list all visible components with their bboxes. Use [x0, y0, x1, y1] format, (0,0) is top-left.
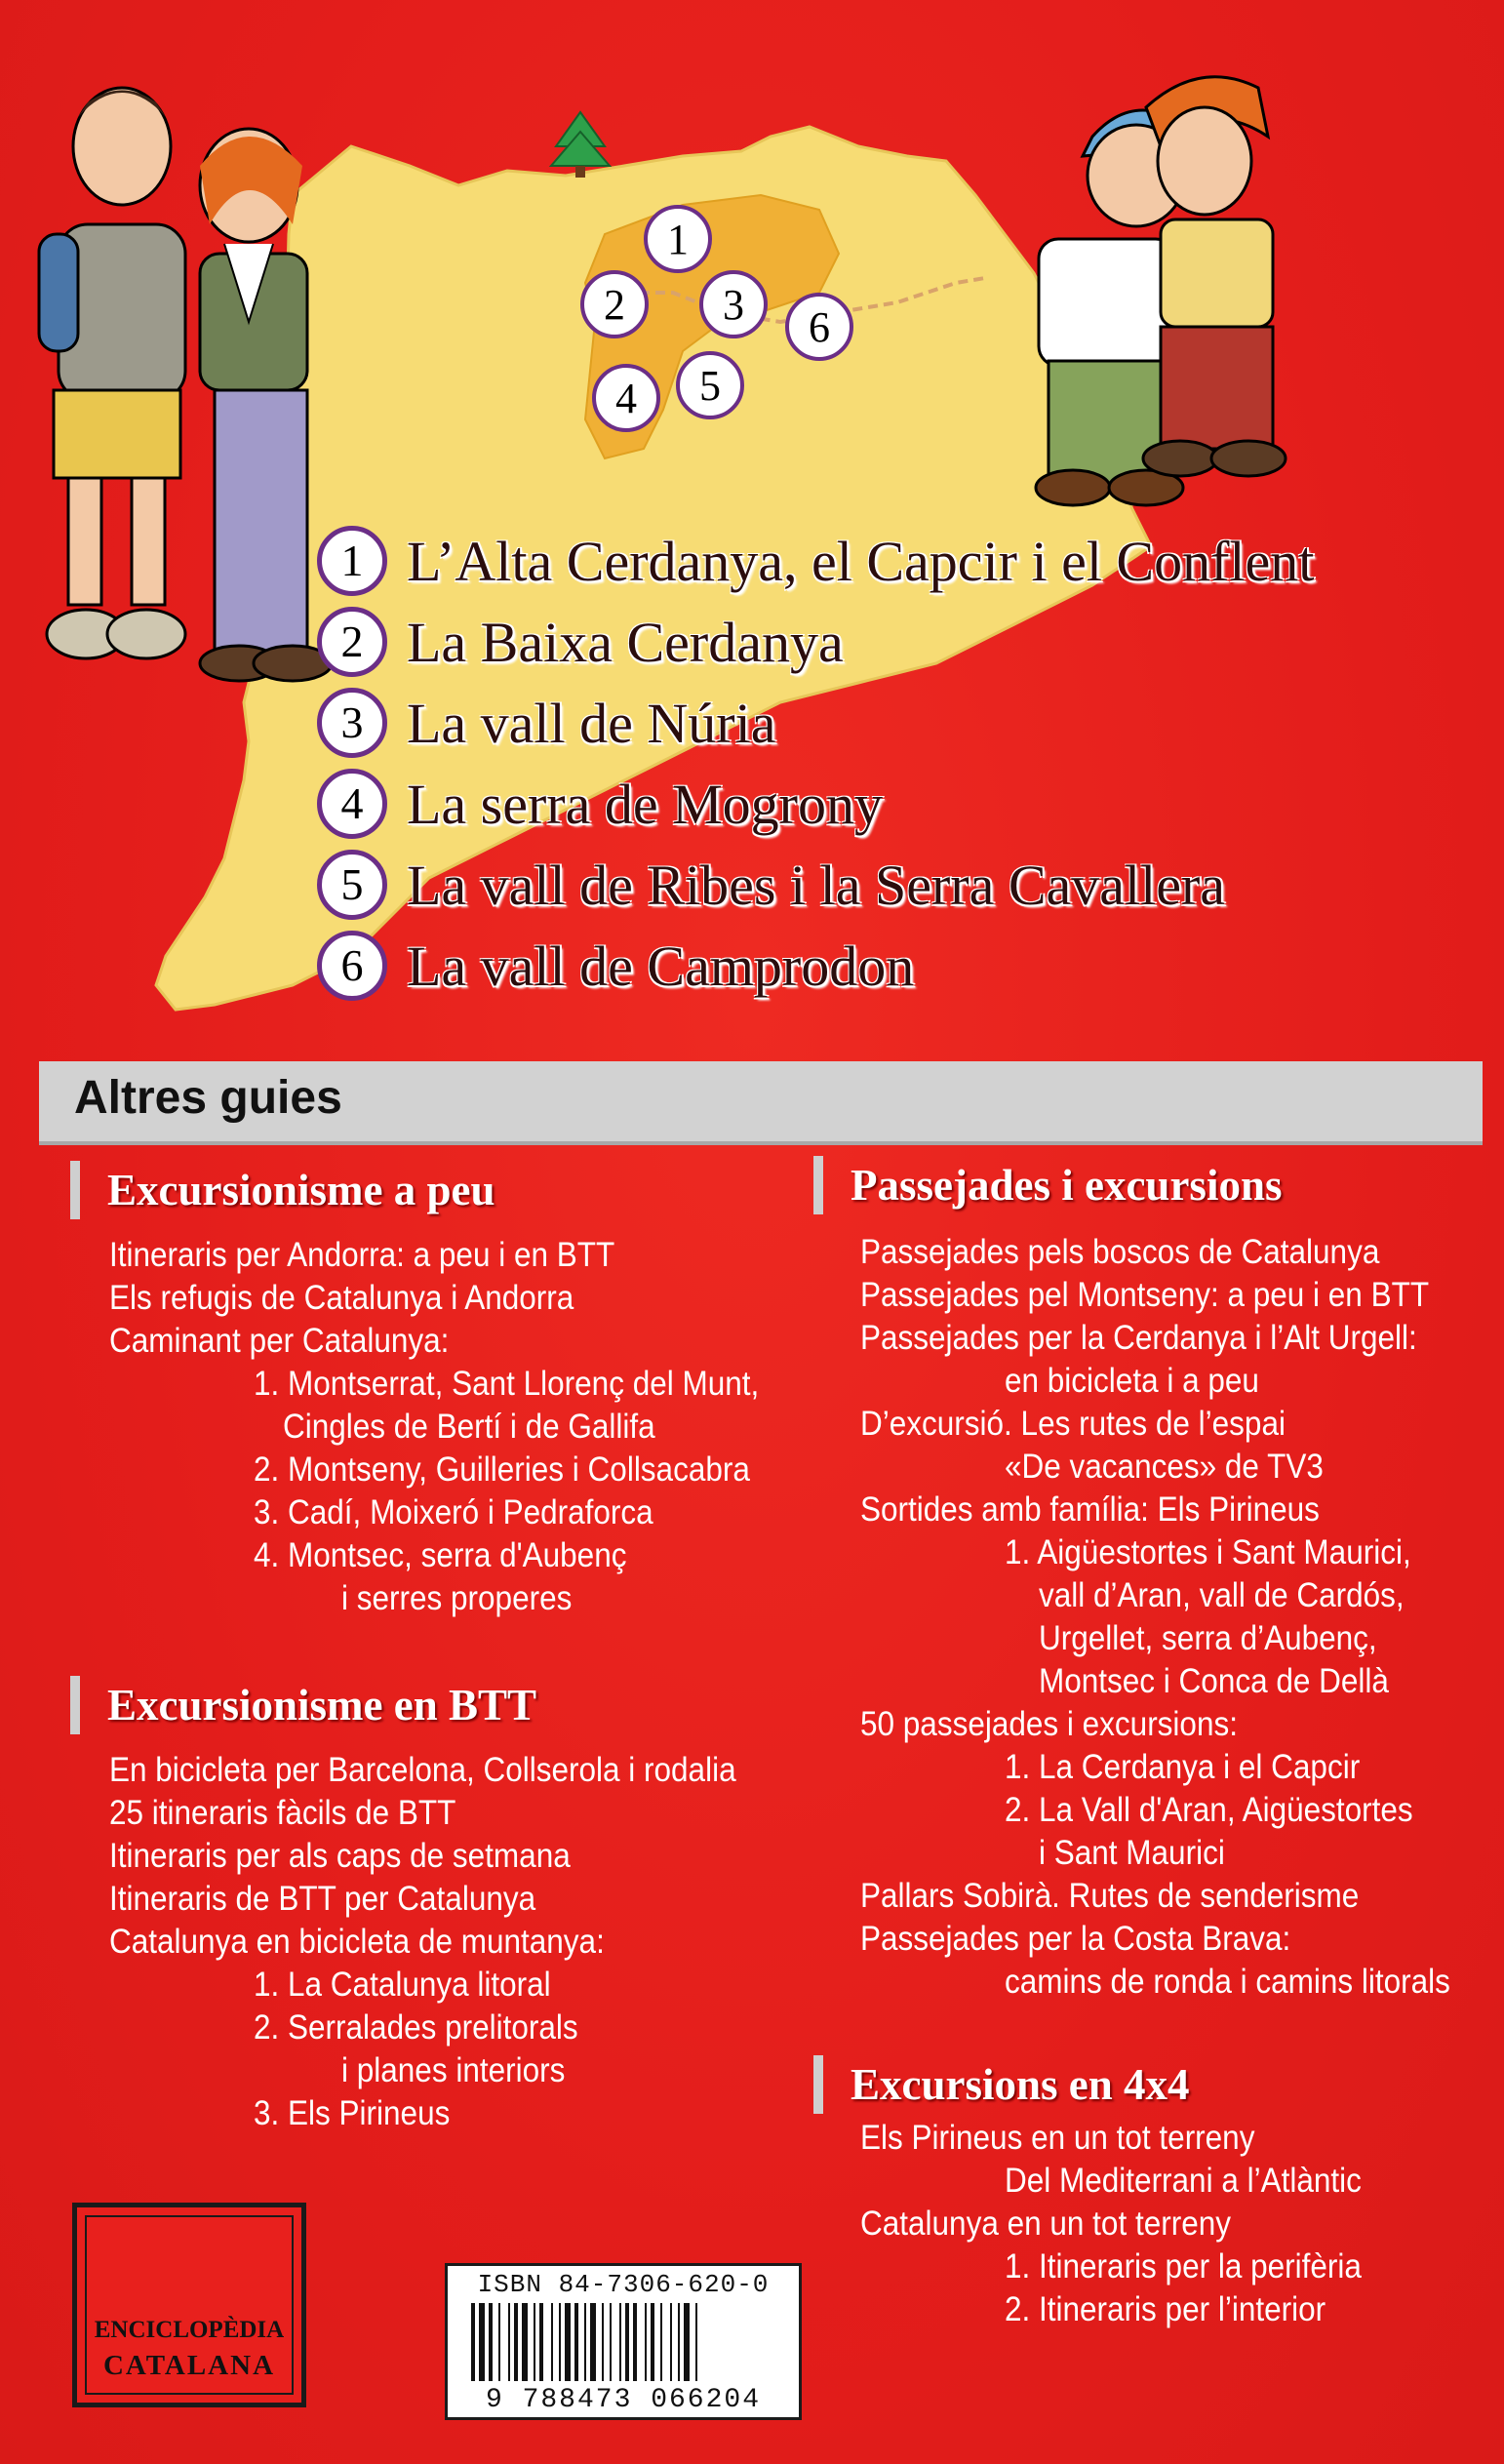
barcode-bar	[539, 2303, 543, 2381]
map-marker-1	[646, 207, 710, 271]
section-title: Passejades i excursions	[851, 1161, 1283, 1210]
barcode-bar	[565, 2303, 571, 2381]
barcode-bar	[610, 2303, 612, 2381]
list-item: Catalunya en un tot terreny	[860, 2205, 1231, 2243]
section-marker	[70, 1676, 80, 1734]
section-title: Excursionisme a peu	[107, 1166, 495, 1214]
barcode-bar	[534, 2303, 535, 2381]
svg-text:3: 3	[723, 281, 744, 329]
svg-text:2: 2	[604, 281, 625, 329]
list-item: vall d’Aran, vall de Cardós,	[1039, 1576, 1405, 1614]
barcode-bar	[471, 2303, 475, 2381]
list-item: Itineraris per Andorra: a peu i en BTT	[109, 1236, 615, 1274]
route-number-3: 3	[317, 688, 387, 758]
list-item: Cingles de Bertí i de Gallifa	[283, 1408, 655, 1446]
svg-text:4: 4	[615, 375, 637, 422]
section-marker	[813, 1156, 823, 1214]
barcode-icon	[471, 2303, 775, 2381]
barcode-bar	[522, 2303, 528, 2381]
list-item: Passejades pel Montseny: a peu i en BTT	[860, 1276, 1430, 1314]
barcode-bar	[590, 2303, 596, 2381]
barcode-number: 9 788473 066204	[485, 2385, 762, 2415]
list-item: Passejades per la Costa Brava:	[860, 1920, 1291, 1958]
list-item: i Sant Maurici	[1039, 1834, 1225, 1872]
route-item-4	[317, 765, 883, 843]
list-item: 2. Itineraris per l’interior	[1005, 2290, 1326, 2328]
barcode-bar	[514, 2303, 518, 2381]
barcode-bar	[670, 2303, 672, 2381]
list-item: Sortides amb família: Els Pirineus	[860, 1490, 1320, 1529]
route-item-5	[317, 846, 1225, 924]
list-item: Caminant per Catalunya:	[109, 1322, 450, 1360]
map-marker-4	[594, 366, 658, 430]
barcode-bar	[625, 2303, 629, 2381]
section-heading-excursions-en-4x4	[813, 2055, 1190, 2114]
route-label-4: La serra de Mogrony	[407, 772, 883, 836]
hiker-man-figure	[39, 88, 185, 658]
route-item-1	[317, 522, 1314, 600]
list-item: i serres properes	[341, 1579, 573, 1617]
barcode-bar	[489, 2303, 493, 2381]
barcode-bar	[574, 2303, 578, 2381]
barcode-bar	[559, 2303, 561, 2381]
list-item: Els Pirineus en un tot terreny	[860, 2119, 1255, 2157]
barcode-bar	[619, 2303, 621, 2381]
publisher-line-1: ENCICLOPÈDIA	[94, 2317, 285, 2343]
section-heading-excursionisme-en-btt	[70, 1676, 536, 1734]
list-item: Urgellet, serra d’Aubenç,	[1039, 1619, 1377, 1657]
barcode-bar	[584, 2303, 586, 2381]
route-item-2	[317, 603, 844, 681]
section-heading-passejades-i-excursions	[813, 1156, 1283, 1214]
svg-text:6: 6	[809, 303, 830, 351]
route-number-4: 4	[317, 769, 387, 839]
publisher-line-2: CATALANA	[102, 2350, 276, 2381]
list-item: Pallars Sobirà. Rutes de senderisme	[860, 1877, 1360, 1915]
list-item: En bicicleta per Barcelona, Collserola i rodalia	[109, 1751, 736, 1789]
map-marker-3	[701, 272, 766, 337]
list-item: 1. Aigüestortes i Sant Maurici,	[1005, 1533, 1411, 1571]
list-item: 2. Serralades prelitorals	[254, 2008, 578, 2047]
list-item: D’excursió. Les rutes de l’espai	[860, 1405, 1286, 1443]
route-label-5: La vall de Ribes i la Serra Cavallera	[407, 853, 1226, 917]
list-item: 2. Montseny, Guilleries i Collsacabra	[254, 1451, 750, 1489]
route-item-6	[317, 927, 914, 1005]
route-number-5: 5	[317, 850, 387, 920]
barcode-bar	[660, 2303, 662, 2381]
isbn-barcode	[445, 2263, 802, 2420]
map-marker-5	[678, 353, 742, 417]
list-item: 1. Montserrat, Sant Llorenç del Munt,	[254, 1365, 760, 1403]
list-item: Catalunya en bicicleta de muntanya:	[109, 1923, 605, 1961]
list-item: 4. Montsec, serra d'Aubenç	[254, 1536, 627, 1574]
list-item: 1. La Cerdanya i el Capcir	[1005, 1748, 1361, 1786]
barcode-bar	[479, 2303, 485, 2381]
list-item: Itineraris per als caps de setmana	[109, 1837, 571, 1875]
list-item: 1. La Catalunya litoral	[254, 1966, 551, 2004]
list-item: 2. La Vall d'Aran, Aigüestortes	[1005, 1791, 1413, 1829]
route-number-1: 1	[317, 526, 387, 596]
barcode-bar	[498, 2303, 500, 2381]
list-item: Montsec i Conca de Dellà	[1039, 1662, 1389, 1700]
barcode-bar	[645, 2303, 647, 2381]
list-item: Itineraris de BTT per Catalunya	[109, 1880, 536, 1918]
list-item: en bicicleta i a peu	[1005, 1362, 1259, 1400]
list-item: Els refugis de Catalunya i Andorra	[109, 1279, 574, 1317]
list-item: 3. Els Pirineus	[254, 2094, 451, 2132]
isbn-text: ISBN 84-7306-620-0	[477, 2270, 770, 2299]
list-item: 3. Cadí, Moixeró i Pedraforca	[254, 1493, 653, 1531]
svg-text:5: 5	[699, 362, 721, 410]
barcode-bar	[602, 2303, 604, 2381]
list-item: 1. Itineraris per la perifèria	[1005, 2247, 1362, 2285]
barcode-bar	[508, 2303, 510, 2381]
tree-icon	[551, 112, 610, 178]
route-label-3: La vall de Núria	[407, 691, 776, 755]
list-item: 50 passejades i excursions:	[860, 1705, 1238, 1743]
list-item: «De vacances» de TV3	[1005, 1448, 1324, 1486]
barcode-bar	[633, 2303, 637, 2381]
publisher-logo	[72, 2203, 306, 2407]
list-item: Passejades per la Cerdanya i l’Alt Urgell:	[860, 1319, 1417, 1357]
altres-guies-title: Altres guies	[74, 1072, 342, 1124]
route-number-6: 6	[317, 931, 387, 1001]
girl-figure	[1143, 77, 1286, 476]
section-marker	[70, 1161, 80, 1219]
route-label-2: La Baixa Cerdanya	[407, 610, 844, 674]
barcode-bar	[651, 2303, 654, 2381]
barcode-bar	[678, 2303, 680, 2381]
section-title: Excursionisme en BTT	[107, 1681, 537, 1729]
list-item: 25 itineraris fàcils de BTT	[109, 1794, 456, 1832]
barcode-bar	[551, 2303, 553, 2381]
altres-guies-header	[39, 1061, 1483, 1145]
route-item-3	[317, 684, 775, 762]
barcode-bar	[695, 2303, 697, 2381]
map-marker-6	[787, 295, 851, 359]
list-item: Del Mediterrani a l’Atlàntic	[1005, 2162, 1362, 2200]
route-label-1: L’Alta Cerdanya, el Capcir i el Conflent	[407, 529, 1315, 593]
section-title: Excursions en 4x4	[851, 2060, 1190, 2109]
map-marker-2	[582, 272, 647, 337]
barcode-bar	[684, 2303, 690, 2381]
list-item: camins de ronda i camins litorals	[1005, 1963, 1450, 2001]
route-number-2: 2	[317, 607, 387, 677]
section-heading-excursionisme-a-peu	[70, 1161, 495, 1219]
route-label-6: La vall de Camprodon	[407, 934, 915, 998]
section-marker	[813, 2055, 823, 2114]
list-item: i planes interiors	[341, 2051, 566, 2089]
list-item: Passejades pels boscos de Catalunya	[860, 1233, 1380, 1271]
svg-text:1: 1	[667, 216, 689, 263]
